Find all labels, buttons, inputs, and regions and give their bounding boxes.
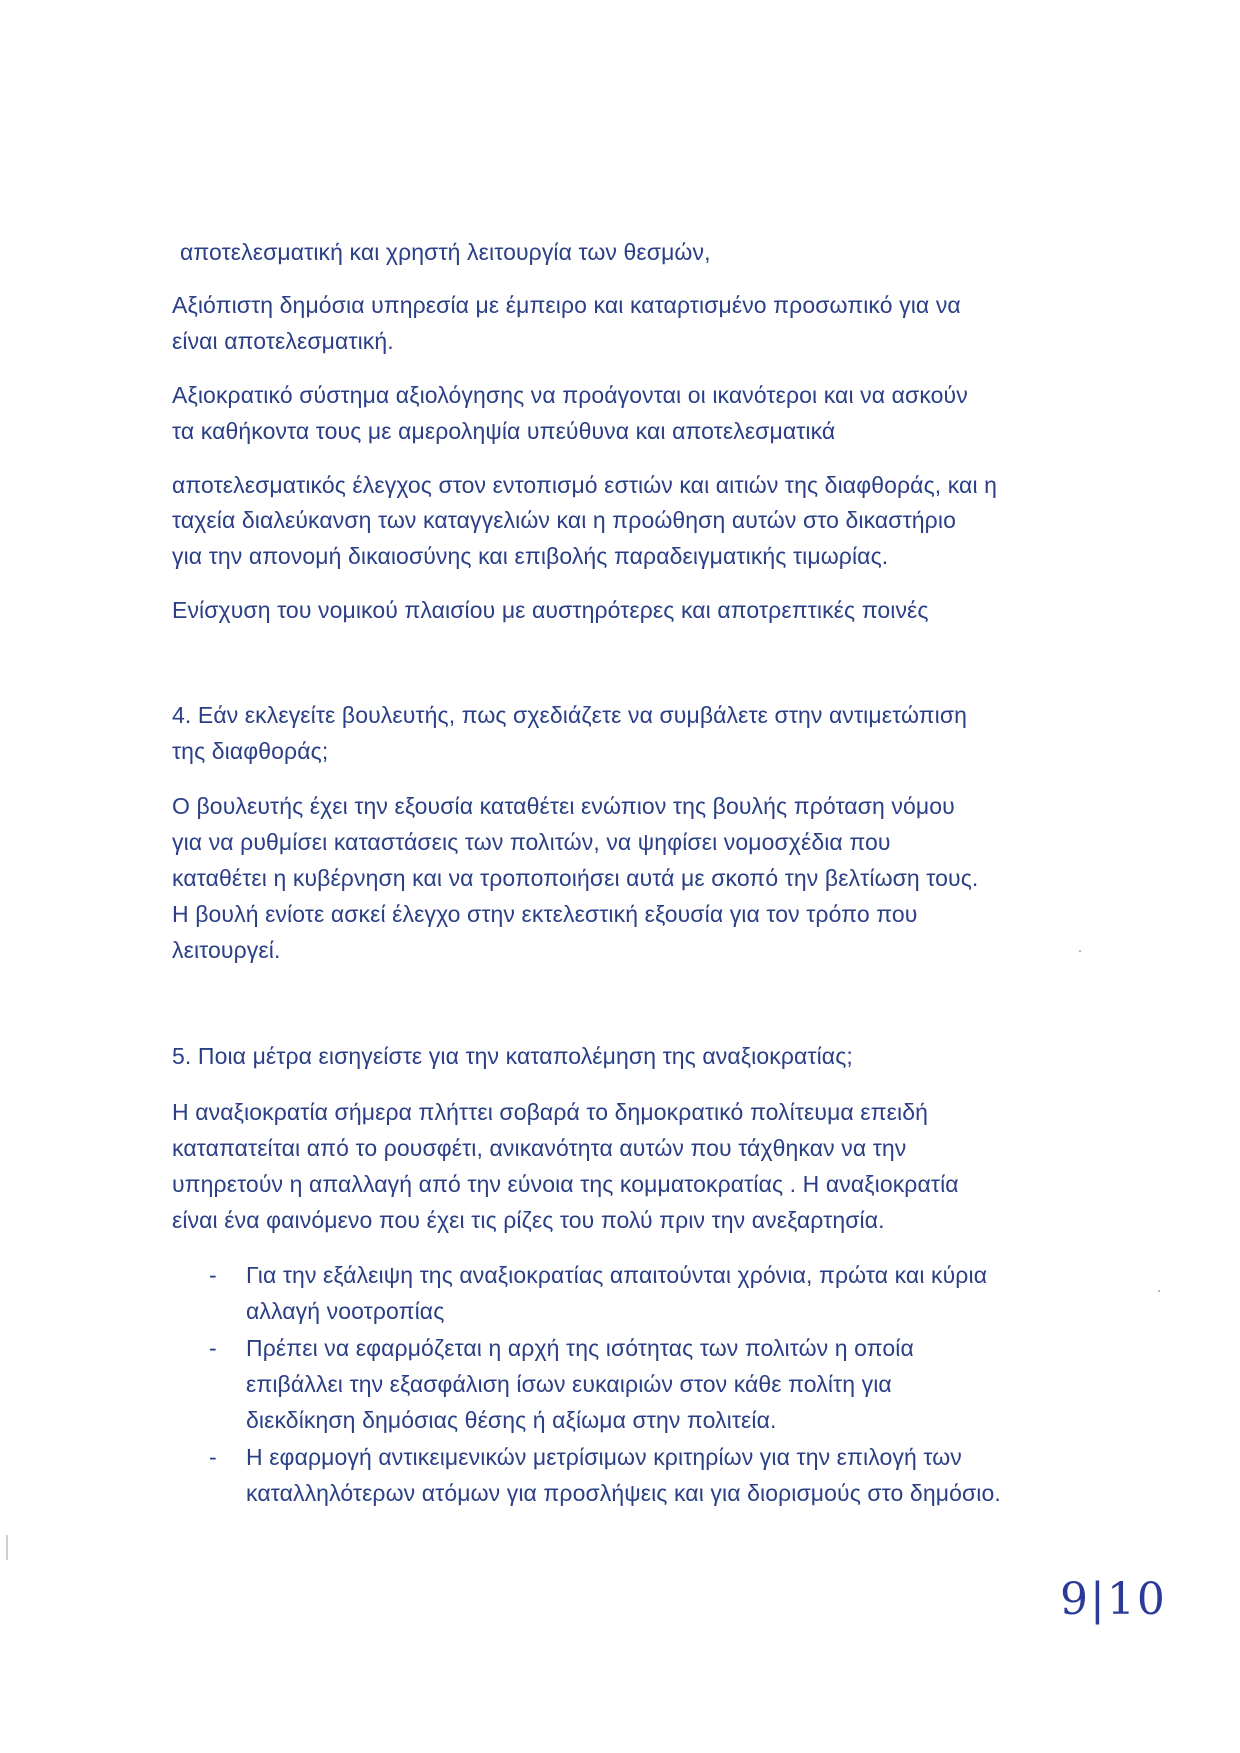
- answer-line: λειτουργεί.: [172, 937, 281, 963]
- paragraph-line: για την απονομή δικαιοσύνης και επιβολής παραδειγματικής τιμωρίας.: [172, 543, 889, 569]
- bullet-line: Για την εξάλειψη της αναξιοκρατίας απαιτούνται χρόνια, πρώτα και κύρια: [246, 1262, 988, 1288]
- answer-line: Ο βουλευτής έχει την εξουσία καταθέτει ενώπιον της βουλής πρόταση νόμου: [172, 793, 955, 819]
- paragraph-line: ταχεία διαλεύκανση των καταγγελιών και η προώθηση αυτών στο δικαστήριο: [172, 507, 956, 533]
- answer-line: για να ρυθμίσει καταστάσεις των πολιτών, να ψηφίσει νομοσχέδια που: [172, 829, 891, 855]
- question-heading: της διαφθοράς;: [172, 738, 329, 764]
- paragraph-line: είναι αποτελεσματική.: [172, 328, 394, 354]
- answer-line: είναι ένα φαινόμενο που έχει τις ρίζες του πολύ πριν την ανεξαρτησία.: [172, 1207, 885, 1233]
- paragraph-line: αποτελεσματική και χρηστή λειτουργία των θεσμών,: [180, 239, 711, 265]
- bullet-line: Πρέπει να εφαρμόζεται η αρχή της ισότητας των πολιτών η οποία: [246, 1335, 914, 1361]
- answer-line: υπηρετούν η απαλλαγή από την εύνοια της κομματοκρατίας . Η αναξιοκρατία: [172, 1171, 959, 1197]
- question-heading: 4. Εάν εκλεγείτε βουλευτής, πως σχεδιάζετε να συμβάλετε στην αντιμετώπιση: [172, 702, 968, 728]
- answer-line: Η αναξιοκρατία σήμερα πλήττει σοβαρά το δημοκρατικό πολίτευμα επειδή: [172, 1099, 928, 1125]
- bullet-dash: -: [209, 1444, 217, 1470]
- scan-edge-mark: [6, 1535, 8, 1560]
- answer-line: Η βουλή ενίοτε ασκεί έλεγχο στην εκτελεστική εξουσία για τον τρόπο που: [172, 901, 918, 927]
- question-heading: 5. Ποια μέτρα εισηγείστε για την καταπολέμηση της αναξιοκρατίας;: [172, 1043, 853, 1069]
- scan-speck: [1158, 1290, 1160, 1292]
- scan-speck: [1079, 950, 1081, 952]
- bullet-dash: -: [209, 1262, 217, 1288]
- bullet-line: καταλληλότερων ατόμων για προσλήψεις και για διορισμούς στο δημόσιο.: [246, 1480, 1001, 1506]
- bullet-dash: -: [209, 1335, 217, 1361]
- bullet-line: Η εφαρμογή αντικειμενικών μετρίσιμων κριτηρίων για την επιλογή των: [246, 1444, 962, 1470]
- paragraph-line: Ενίσχυση του νομικού πλαισίου με αυστηρότερες και αποτρεπτικές ποινές: [172, 597, 929, 623]
- handwritten-page-number: 9|10: [1060, 1574, 1167, 1625]
- paragraph-line: αποτελεσματικός έλεγχος στον εντοπισμό εστιών και αιτιών της διαφθοράς, και η: [172, 472, 998, 498]
- bullet-line: επιβάλλει την εξασφάλιση ίσων ευκαιριών στον κάθε πολίτη για: [246, 1371, 892, 1397]
- paragraph-line: τα καθήκοντα τους με αμεροληψία υπεύθυνα και αποτελεσματικά: [172, 418, 836, 444]
- bullet-line: διεκδίκηση δημόσιας θέσης ή αξίωμα στην πολιτεία.: [246, 1407, 777, 1433]
- bullet-line: αλλαγή νοοτροπίας: [246, 1298, 445, 1324]
- paragraph-line: Αξιόπιστη δημόσια υπηρεσία με έμπειρο και καταρτισμένο προσωπικό για να: [172, 292, 961, 318]
- paragraph-line: Αξιοκρατικό σύστημα αξιολόγησης να προάγονται οι ικανότεροι και να ασκούν: [172, 382, 968, 408]
- answer-line: καταθέτει η κυβέρνηση και να τροποποιήσει αυτά με σκοπό την βελτίωση τους.: [172, 865, 979, 891]
- answer-line: καταπατείται από το ρουσφέτι, ανικανότητα αυτών που τάχθηκαν να την: [172, 1135, 907, 1161]
